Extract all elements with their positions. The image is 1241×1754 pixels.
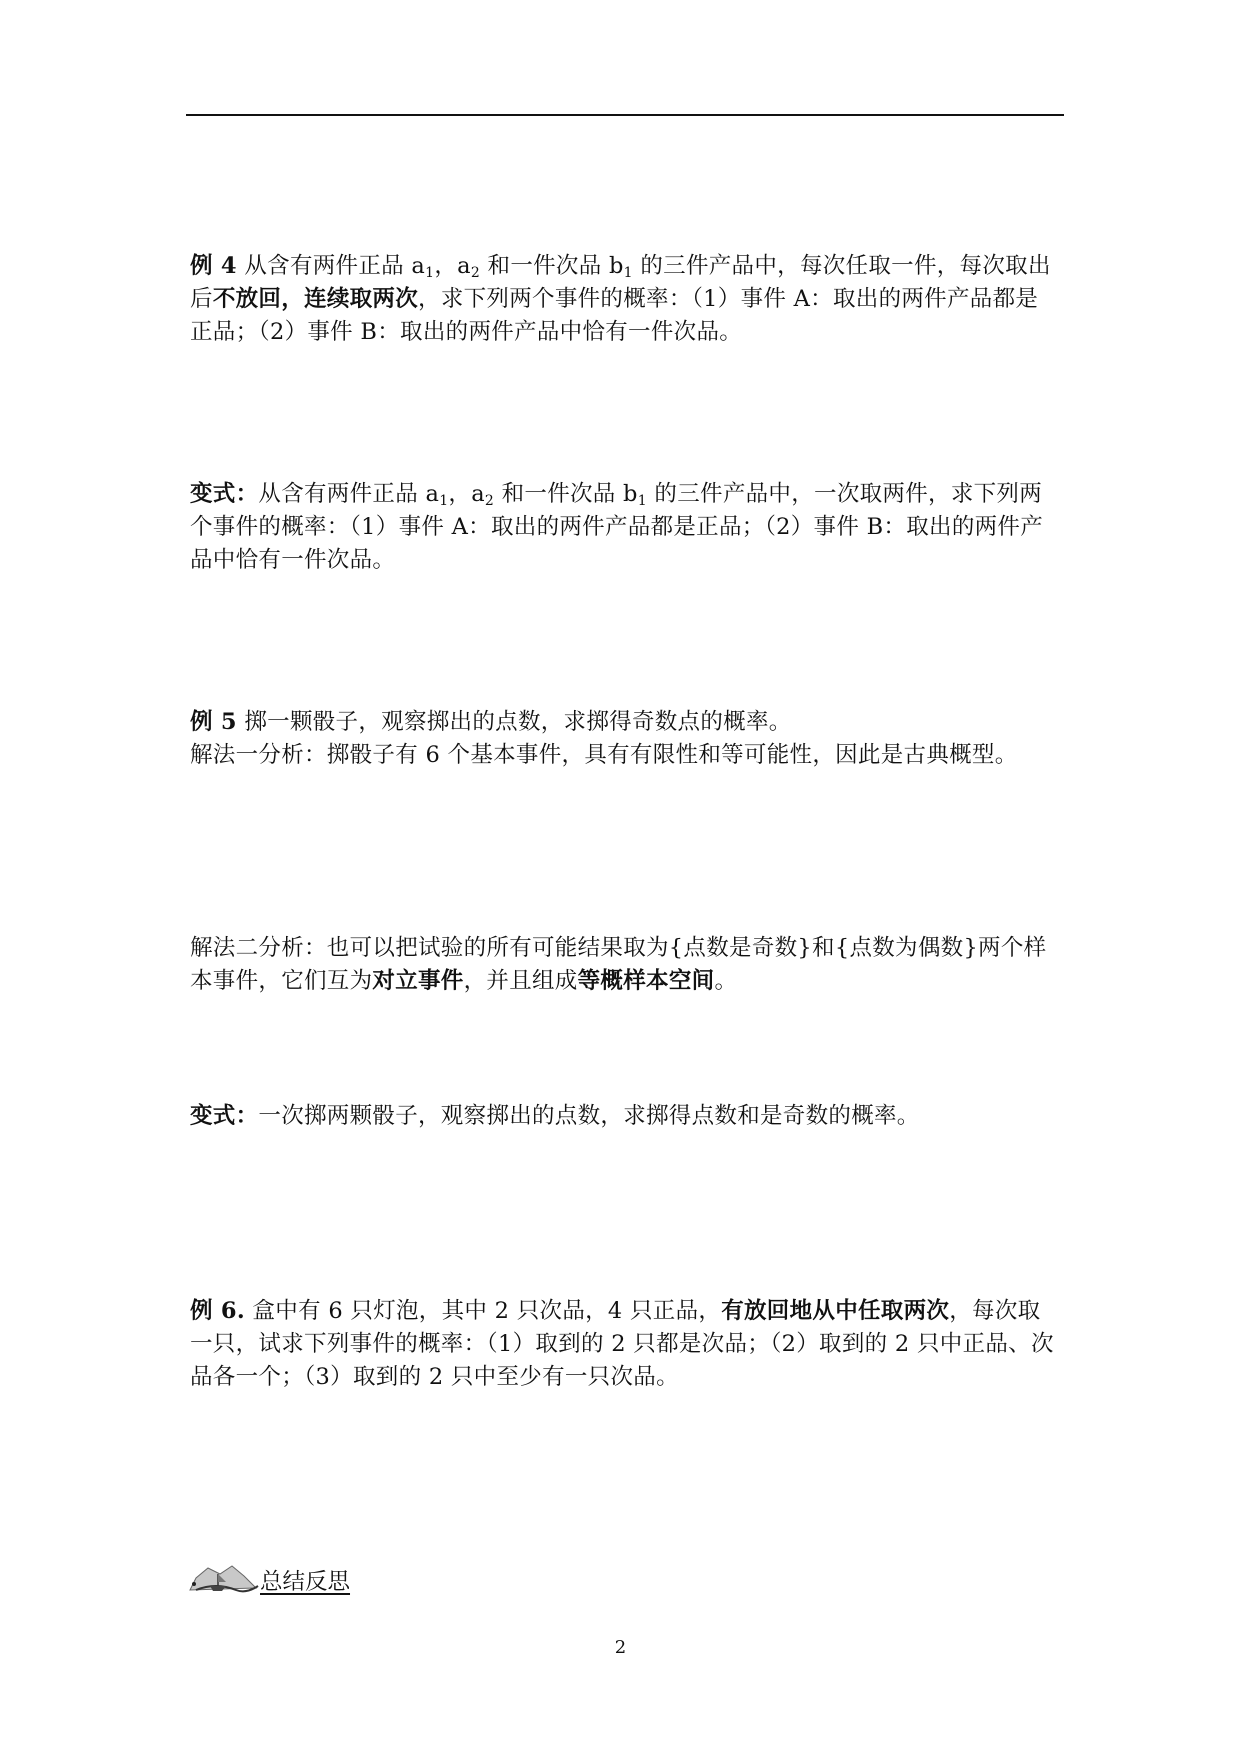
variant-2: 变式：一次掷两颗骰子，观察掷出的点数，求掷得点数和是奇数的概率。 xyxy=(190,1103,920,1129)
summary-label: 总结反思 xyxy=(260,1569,351,1595)
example-4: 例 4 从含有两件正品 $a_1$，$a_2$ 和一件次品 $b_1$ 的三件产品中，每次任取一件，每次取出后不放回，连续取两次，求下列两个事件的概率：（1）事件 A：取出的两件产品都是正品；（2）事件 B：取出的两件产品中恰有一件次品。 xyxy=(190,253,1051,345)
solution-1: 解法一分析：掷骰子有 6 个基本事件，具有有限性和等可能性，因此是古典概型。 xyxy=(190,742,1018,768)
solution-2: 解法二分析：也可以把试验的所有可能结果取为{点数是奇数}和{点数为偶数}两个样本事件，它们互为对立事件，并且组成等概样本空间。 xyxy=(190,935,1047,994)
example-5: 例 5 掷一颗骰子，观察掷出的点数，求掷得奇数点的概率。 解法一分析：掷骰子有 6 个基本事件，具有有限性和等可能性，因此是古典概型。 xyxy=(190,709,1018,768)
example-6-label: 例 6. xyxy=(190,1298,246,1324)
variant-1-label: 变式： xyxy=(190,481,259,507)
page-number: 2 xyxy=(614,1637,627,1658)
variant-1: 变式：从含有两件正品 $a_1$，$a_2$ 和一件次品 $b_1$ 的三件产品中，一次取两件，求下列两个事件的概率：（1）事件 A：取出的两件产品都是正品；（2）事件 B：取出的两件产品中恰有一件次品。 xyxy=(190,481,1044,573)
boat-icon xyxy=(186,1560,262,1596)
example-4-label: 例 4 xyxy=(190,253,237,279)
example-5-label: 例 5 xyxy=(190,709,237,735)
summary-heading xyxy=(186,1558,386,1598)
variant-2-label: 变式： xyxy=(190,1103,259,1129)
example-6: 例 6. 盒中有 6 只灯泡，其中 2 只次品，4 只正品，有放回地从中任取两次，每次取一只，试求下列事件的概率：（1）取到的 2 只都是次品；（2）取到的 2 只中正品、次品各一个；（3）取到的 2 只中至少有一只次品。 xyxy=(190,1298,1054,1390)
header-rule xyxy=(186,114,1064,116)
